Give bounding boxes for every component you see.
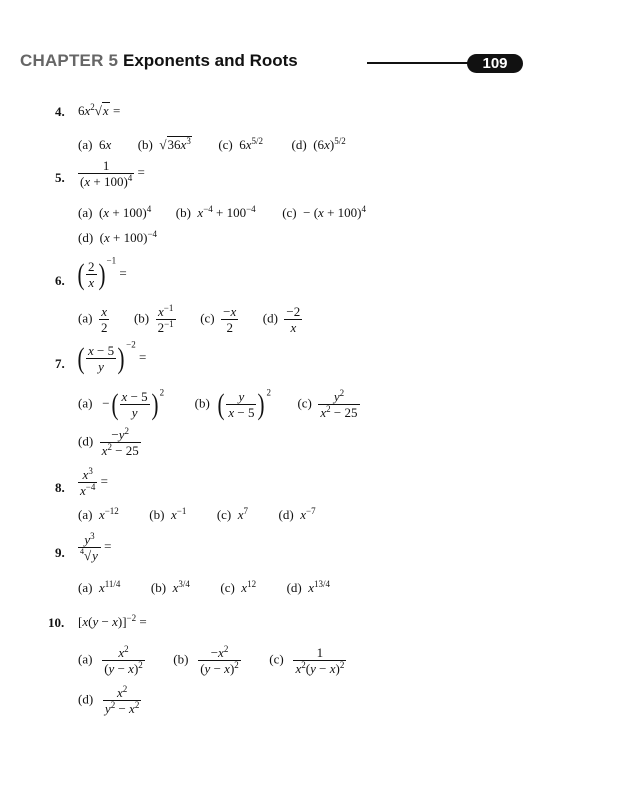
option-label: (b) bbox=[175, 205, 191, 220]
option-label: (b) bbox=[137, 137, 153, 152]
option-label: (a) bbox=[78, 205, 93, 220]
question-5-options-row1: (a) $(x + 100)^4$ (b) $x^{-4} + 100^{-4}$ $(c) - (x + 100)^4$ bbox=[78, 204, 366, 220]
question-number: 4. bbox=[55, 104, 65, 119]
question-5-options-row2: (d) $(x + 100)^{-4}$ bbox=[78, 229, 158, 245]
option-label: (b) bbox=[149, 507, 165, 522]
question-number: 9. bbox=[55, 545, 65, 560]
option-label: (c) bbox=[220, 580, 235, 595]
option-label: (b) bbox=[194, 395, 210, 411]
option-label: (d) bbox=[78, 433, 94, 449]
chapter-label: CHAPTER 5 bbox=[20, 51, 119, 70]
option-label: (c) bbox=[216, 507, 232, 522]
option-label: (a) bbox=[78, 310, 93, 326]
option-label: (a) bbox=[78, 507, 93, 522]
option-label: (a) bbox=[78, 395, 93, 411]
option-label: (a) bbox=[78, 651, 93, 667]
question-number: 10. bbox=[48, 615, 65, 630]
question-number: 7. bbox=[55, 356, 65, 371]
option-label: (d) bbox=[291, 137, 307, 152]
option-label: (d) bbox=[262, 310, 278, 326]
option-label: (d) bbox=[78, 691, 94, 707]
question-5-expression: $\frac{1}{(x + 100)^4}$ = bbox=[80, 158, 145, 189]
option-label: (b) bbox=[150, 580, 167, 595]
question-8-expression: $\frac{x^3}{x^{-4}}$ = bbox=[80, 466, 108, 498]
question-8-options: (a) $x^{-12}$ (b) $x^{-1}$ (c) $x^7$ (d) $x^{-7}$ bbox=[78, 506, 316, 522]
question-9-options: (a) $x^{11/4}$ (b) $x^{3/4}$ (c) $x^{12}$ (d) $x^{13/4}$ bbox=[78, 579, 331, 595]
question-4-expression: $6x^2√x$ = bbox=[78, 102, 121, 118]
question-number: 8. bbox=[55, 480, 65, 495]
option-label: (b) bbox=[133, 310, 150, 326]
question-7-options-row1: (a) −( $\frac{x - 5}{y}$ ) $^2$ (b) ( $\frac{y}{x - 5}$ ) $^2$ (c) $\frac{y^2}{x^2 - 25}$ bbox=[78, 387, 358, 421]
option-label: (a) bbox=[78, 580, 93, 595]
chapter-title: Exponents and Roots bbox=[123, 51, 298, 70]
question-7-options-row2: (d) $\frac{-y^2}{x^2 - 25}$ bbox=[78, 426, 139, 458]
question-7-expression: ( $\frac{x - 5}{y}$ ) $^{-2}$ = bbox=[77, 339, 147, 375]
question-number: 6. bbox=[55, 273, 65, 288]
option-label: (d) bbox=[286, 580, 302, 595]
question-10-options-row2: (d) $\frac{x^2}{y^2 - x^2}$ bbox=[78, 684, 140, 716]
question-number: 5. bbox=[55, 170, 65, 185]
option-label: (a) bbox=[78, 137, 93, 152]
page-number-badge: 109 bbox=[467, 54, 523, 73]
question-10-expression: $[x(y - x)]^{-2}$ = bbox=[78, 613, 147, 629]
question-9-expression: $\frac{y^3}{^4√y}$ = bbox=[80, 531, 112, 563]
option-label: (c) bbox=[269, 651, 284, 667]
option-label: (d) bbox=[78, 230, 94, 245]
question-4-options: (a) 6x (b) $√36x^3$ (c) $6x^{5/2}$ (d) $(6x)^{5/2}$ bbox=[78, 136, 346, 152]
question-10-options-row1: (a) $\frac{x^2}{(y - x)^2}$ (b) $\frac{-x^2}{(y - x)^2}$ (c) $\frac{1}{x^2(y - x)^2}$ bbox=[78, 644, 345, 676]
option-label: (c) bbox=[297, 395, 312, 411]
option-label: (c) bbox=[282, 205, 297, 220]
option-label: (c) bbox=[218, 137, 233, 152]
option-label: (d) bbox=[278, 507, 294, 522]
question-6-options: (a) $\frac{x}{2}$ (b) $\frac{x^{-1}}{2^{-1}}$ (c) $\frac{-x}{2}$ (d) $\frac{-2}{x}$ bbox=[78, 303, 301, 335]
question-6-expression: ( $\frac{2}{x}$ ) $^{-1}$ = bbox=[77, 255, 127, 291]
option-label: (c) bbox=[200, 310, 215, 326]
option-label: (b) bbox=[173, 651, 189, 667]
